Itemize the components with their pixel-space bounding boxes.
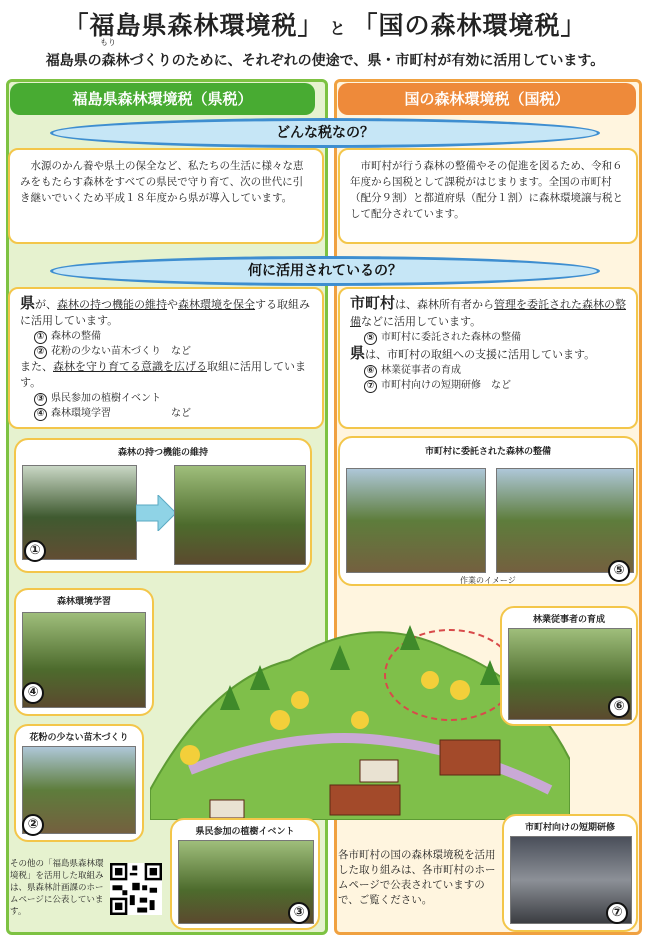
- list-item: [20, 329, 312, 344]
- text: は、森林所有者から: [395, 298, 495, 311]
- subject-prefecture: 県: [350, 344, 366, 362]
- card-title: 森林環境学習: [56, 597, 111, 607]
- list-item: [350, 330, 626, 345]
- list-item-text: 市町村に委託された森林の整備: [381, 332, 521, 343]
- card-forest-learning: [14, 588, 154, 716]
- text: が、: [35, 298, 58, 311]
- card-title: 林業従事者の育成: [532, 615, 605, 625]
- card-title: 花粉の少ない苗木づくり: [29, 733, 129, 743]
- national-tax-description: 市町村が行う森林の整備やその促進を図るため、令和６年度から国税として課税がはじまります。全国の市町村（配分９割）と都道府県（配分１割）に森林環境譲与税として配分されています。: [338, 148, 638, 244]
- list-item-text: 県民参加の植樹イベント: [51, 393, 161, 404]
- number-badge: ②: [34, 346, 47, 359]
- number-badge: ③: [34, 393, 47, 406]
- text: は、市町村の取組への支援に活用しています。: [365, 348, 596, 361]
- underlined-text: 森林環境を保全: [178, 298, 256, 311]
- underlined-text: 管理を委託された森林の整備: [350, 298, 627, 328]
- text: や: [167, 298, 179, 311]
- national-tax-uses: [338, 287, 638, 429]
- list-item-text: 林業従事者の育成: [381, 365, 461, 376]
- prefecture-support-line: [350, 345, 626, 363]
- arrow-right-icon: [136, 495, 176, 531]
- number-badge: ④: [34, 408, 47, 421]
- list-item: [20, 406, 312, 421]
- underlined-text: 森林を守り育てる意識を広げる: [53, 360, 207, 373]
- question-what-tax: どんな税なの？: [50, 118, 600, 148]
- card-forestry-worker-training: [500, 606, 638, 726]
- card-title: 市町村向けの短期研修: [524, 823, 615, 833]
- number-badge: ②: [22, 814, 44, 836]
- card-planting-event: [170, 818, 320, 930]
- prefecture-tax-uses: [8, 287, 324, 429]
- number-badge: ⑤: [364, 332, 377, 345]
- photo-caption: 作業のイメージ: [460, 576, 516, 585]
- photo-logging-truck: [496, 468, 634, 573]
- text: また、: [20, 360, 53, 373]
- photo-after: [174, 465, 306, 565]
- prefecture-use-line1: [20, 295, 312, 329]
- qr-code-icon[interactable]: [110, 863, 162, 915]
- title-national-tax: 「国の森林環境税」: [352, 11, 587, 40]
- card-entrusted-forest-maintenance: [338, 436, 638, 586]
- prefecture-homepage-note: その他の「福島県森林環境税」を活用した取組みは、県森林計画課のホームページに公表しています。: [10, 859, 104, 917]
- number-badge: ⑥: [608, 696, 630, 718]
- card-forest-function: [14, 438, 312, 573]
- text: などに活用しています。: [361, 315, 482, 328]
- municipality-use-line: [350, 295, 626, 330]
- ruby-text: もり: [100, 38, 116, 47]
- card-low-pollen-seedlings: [14, 724, 144, 842]
- list-item-text: 森林環境学習 など: [51, 408, 191, 419]
- number-badge: ⑦: [606, 902, 628, 924]
- card-title: 県民参加の植樹イベント: [195, 827, 295, 837]
- prefecture-use-line2: [20, 359, 312, 391]
- question-what-use: 何に活用されているの？: [50, 256, 600, 286]
- text: 取組に活用しています。: [20, 360, 306, 389]
- photo-excavator: [346, 468, 486, 573]
- list-item: [350, 378, 626, 393]
- list-item: [350, 363, 626, 378]
- municipal-homepage-note: 各市町村の国の森林環境税を活用した取り組みは、各市町村のホームページで公表されていますので、ご覧ください。: [338, 849, 496, 906]
- list-item: [20, 344, 312, 359]
- card-municipal-short-course: [502, 814, 638, 932]
- number-badge: ①: [34, 331, 47, 344]
- prefecture-tax-heading: 福島県森林環境税（県税）: [10, 83, 315, 115]
- number-badge: ⑥: [364, 365, 377, 378]
- number-badge: ⑦: [364, 380, 377, 393]
- subject-municipality: 市町村: [350, 294, 396, 312]
- page-title: [0, 6, 650, 42]
- text: する取組みに活用しています。: [20, 298, 311, 327]
- number-badge: ③: [288, 902, 310, 924]
- underlined-text: 森林の持つ機能の維持: [57, 298, 168, 311]
- list-item-text: 森林の整備: [51, 331, 101, 342]
- list-item-text: 花粉の少ない苗木づくり など: [51, 346, 191, 357]
- prefecture-tax-description: 水源のかん養や県土の保全など、私たちの生活に様々な恵みをもたらす森林をすべての県民で守り育て、次の世代に引き継いでいくため平成１８年度から県が導入しています。: [8, 148, 324, 244]
- title-prefecture-tax: 「福島県森林環境税」: [63, 11, 324, 40]
- page-subtitle: 福島県の森林づくりのために、それぞれの使途で、県・市町村が有効に活用しています。: [45, 53, 605, 69]
- national-tax-heading: 国の森林環境税（国税）: [338, 83, 636, 115]
- title-and: と: [329, 19, 347, 38]
- card-title: 森林の持つ機能の維持: [117, 448, 208, 458]
- list-item-text: 市町村向けの短期研修 など: [381, 380, 511, 391]
- list-item: [20, 391, 312, 406]
- number-badge: ①: [24, 540, 46, 562]
- subject-prefecture: 県: [20, 294, 36, 312]
- card-title: 市町村に委託された森林の整備: [424, 447, 551, 457]
- number-badge: ④: [22, 682, 44, 704]
- number-badge: ⑤: [608, 560, 630, 582]
